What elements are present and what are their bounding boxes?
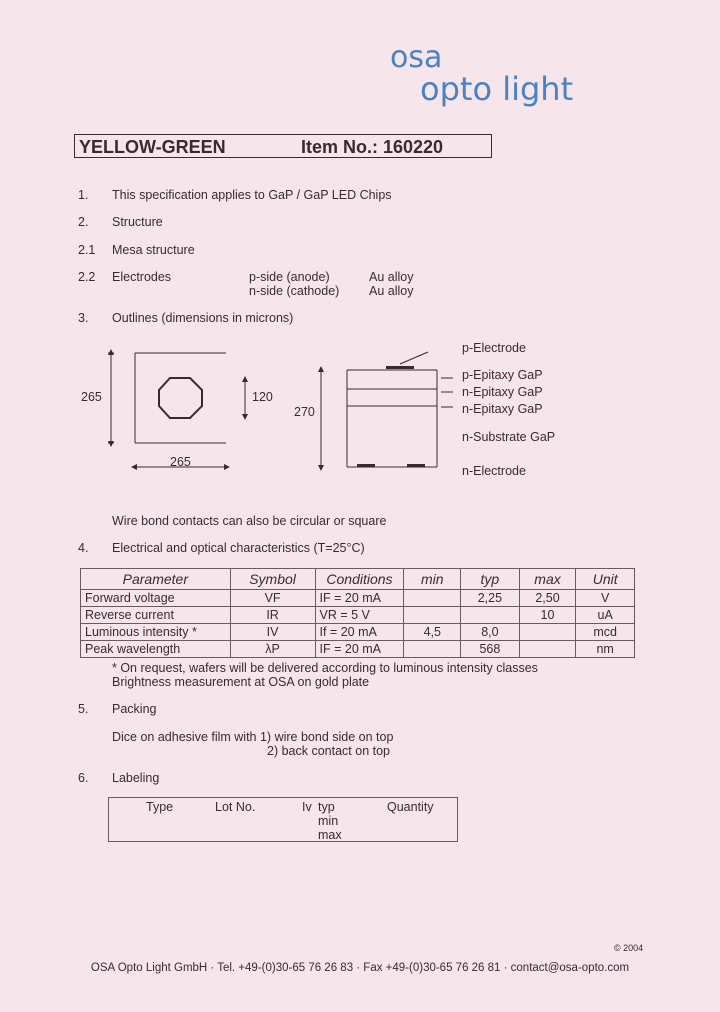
label-type: Type <box>146 800 174 814</box>
cell: nm <box>576 641 635 658</box>
layer-n-epitaxy-1: n-Epitaxy GaP <box>462 385 543 399</box>
table-row <box>81 641 635 658</box>
dim-pad-label: 120 <box>252 390 273 404</box>
layer-p-electrode: p-Electrode <box>462 341 526 355</box>
cell: 568 <box>461 641 520 658</box>
header-max: max <box>519 569 576 590</box>
header-min: min <box>404 569 461 590</box>
section-1-text: This specification applies to GaP / GaP LED Chips <box>112 188 392 202</box>
label-quantity: Quantity <box>387 800 434 814</box>
section-2-text: Structure <box>112 215 163 229</box>
table-row <box>81 624 635 641</box>
layer-n-epitaxy-2: n-Epitaxy GaP <box>462 402 543 416</box>
cell: 10 <box>519 607 576 624</box>
cell: λP <box>230 641 315 658</box>
cell <box>461 607 520 624</box>
packing-line-1: Dice on adhesive film with 1) wire bond side on top <box>112 730 394 744</box>
cell: IF = 20 mA <box>315 641 404 658</box>
label-typ: typ <box>318 800 335 814</box>
p-side-label: p-side (anode) <box>249 270 330 284</box>
cell: Peak wavelength <box>81 641 231 658</box>
label-iv: Iv <box>302 800 312 814</box>
section-3-number: 3. <box>78 311 89 325</box>
label-max: max <box>318 828 342 842</box>
label-lot: Lot No. <box>215 800 256 814</box>
header-typ: typ <box>461 569 520 590</box>
outline-note: Wire bond contacts can also be circular or square <box>112 514 387 528</box>
section-2-number: 2. <box>78 215 89 229</box>
cell: 4,5 <box>404 624 461 641</box>
p-side-material: Au alloy <box>369 270 414 284</box>
cell: 2,25 <box>461 590 520 607</box>
cell: Reverse current <box>81 607 231 624</box>
cell: If = 20 mA <box>315 624 404 641</box>
logo-osa: osa <box>390 40 443 75</box>
header-unit: Unit <box>576 569 635 590</box>
cell: IV <box>230 624 315 641</box>
characteristics-table <box>80 568 635 658</box>
footer-contact: OSA Opto Light GmbH · Tel. +49-(0)30-65 76 26 83 · Fax +49-(0)30-65 76 26 81 · contact@osa-opto.com <box>90 962 630 974</box>
logo-opto-light: opto light <box>420 70 574 108</box>
table-note-1: * On request, wafers will be delivered according to luminous intensity classes <box>112 661 538 675</box>
cell <box>519 641 576 658</box>
cell: VF <box>230 590 315 607</box>
cell <box>519 624 576 641</box>
header-symbol: Symbol <box>230 569 315 590</box>
cell: uA <box>576 607 635 624</box>
cell: VR = 5 V <box>315 607 404 624</box>
section-3-text: Outlines (dimensions in microns) <box>112 311 294 325</box>
cell: 2,50 <box>519 590 576 607</box>
table-header-row <box>81 569 635 590</box>
label-min: min <box>318 814 339 828</box>
packing-line-2: 2) back contact on top <box>267 744 390 758</box>
n-side-material: Au alloy <box>369 284 414 298</box>
header-parameter: Parameter <box>81 569 231 590</box>
table-note-2: Brightness measurement at OSA on gold plate <box>112 675 370 689</box>
section-4-number: 4. <box>78 541 89 555</box>
cell: IF = 20 mA <box>315 590 404 607</box>
cell: 8,0 <box>461 624 520 641</box>
table-row <box>81 607 635 624</box>
cell: mcd <box>576 624 635 641</box>
cell: Forward voltage <box>81 590 231 607</box>
section-6-number: 6. <box>78 771 89 785</box>
cell <box>404 590 461 607</box>
section-5-number: 5. <box>78 702 89 716</box>
cell: Luminous intensity * <box>81 624 231 641</box>
cell <box>404 641 461 658</box>
dim-height-label: 270 <box>294 405 315 419</box>
labeling-box <box>108 797 458 842</box>
title-item-number: Item No.: 160220 <box>301 137 444 157</box>
section-6-text: Labeling <box>112 771 160 785</box>
section-2-1-number: 2.1 <box>78 243 96 257</box>
layer-n-substrate: n-Substrate GaP <box>462 430 556 444</box>
section-2-1-text: Mesa structure <box>112 243 195 257</box>
cell: IR <box>230 607 315 624</box>
layer-p-epitaxy: p-Epitaxy GaP <box>462 368 543 382</box>
dim-bottom-label: 265 <box>170 455 191 469</box>
dim-left-label: 265 <box>81 390 102 404</box>
section-2-2-text: Electrodes <box>112 270 172 284</box>
cell <box>404 607 461 624</box>
section-2-2-number: 2.2 <box>78 270 96 284</box>
header-conditions: Conditions <box>315 569 404 590</box>
cell: V <box>576 590 635 607</box>
section-5-text: Packing <box>112 702 157 716</box>
layer-n-electrode: n-Electrode <box>462 464 526 478</box>
copyright: © 2004 <box>614 943 644 953</box>
n-side-label: n-side (cathode) <box>249 284 340 298</box>
section-1-number: 1. <box>78 188 89 202</box>
table-row <box>81 590 635 607</box>
section-4-text: Electrical and optical characteristics (T=25°C) <box>112 541 365 555</box>
title-color: YELLOW-GREEN <box>79 137 226 157</box>
